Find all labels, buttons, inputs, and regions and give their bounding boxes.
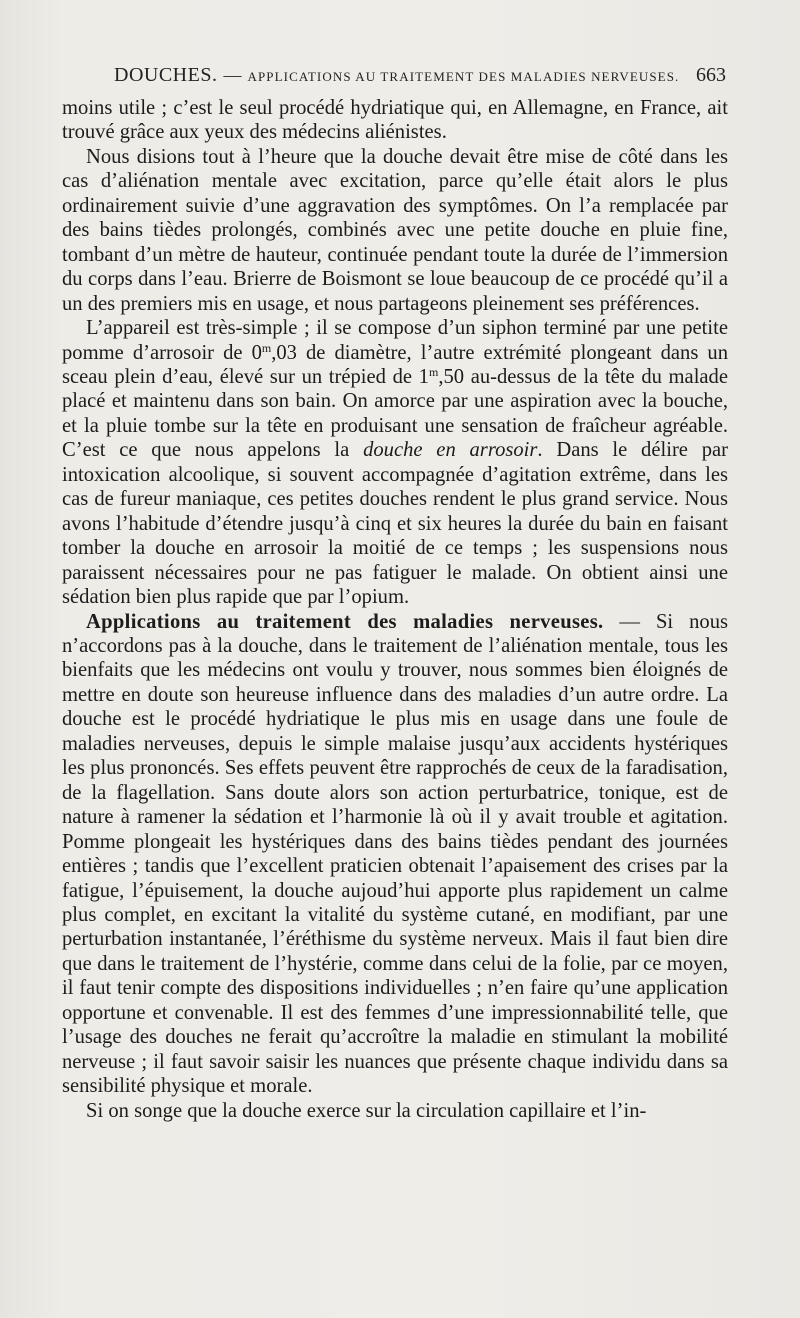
page-number: 663 <box>696 64 726 86</box>
paragraph-3 <box>62 316 728 609</box>
paragraph-3-part-c: ,50 au-dessus de la tête du malade placé et maintenu dans son bain. On amorce par une aspiration avec la bouche, et la pluie tombe sur la tête en produisant une sensation de fraîcheur agréable. C’est ce que nous appelons la <box>62 365 728 462</box>
unit-meter-superscript: m <box>428 364 439 379</box>
unit-meter-superscript: m <box>261 340 272 355</box>
paragraph-4 <box>62 610 728 1099</box>
section-heading: Applications au traitement des maladies nerveuses. <box>86 610 604 633</box>
paragraph-3-part-b: ,03 de diamètre, l’autre extrémité plongeant dans un sceau plein d’eau, élevé sur un trépied de 1 <box>62 341 729 388</box>
running-header <box>62 64 726 88</box>
body-text <box>62 96 728 1123</box>
header-left <box>114 64 679 87</box>
paragraph-3-part-a: L’appareil est très-simple ; il se compose d’un siphon terminé par une petite pomme d’arrosoir de 0 <box>62 317 728 364</box>
running-subtitle: APPLICATIONS AU TRAITEMENT DES MALADIES NERVEUSES. <box>247 69 680 84</box>
paragraph-5: Si on songe que la douche exerce sur la circulation capillaire et l’in- <box>86 1099 647 1122</box>
paragraph-3-part-d: . Dans le délire par intoxication alcoolique, si souvent accompagnée d’agitation extrême, dans les cas de fureur maniaque, ces petites douches rendent le plus grand service. Nous avons l’habitude d’étendre jusqu’à cinq et six heures la durée du bain en faisant tomber la douche en arrosoir la moitié de ce temps ; les suspensions nous paraissent nécessaires pour ne pas fatiguer le malade. On obtient ainsi une sédation bien plus rapide que par l’opium. <box>62 439 728 609</box>
italic-term: douche en arrosoir <box>363 439 538 462</box>
header-separator: — <box>223 65 242 85</box>
paragraph-4-text: — Si nous n’accordons pas à la douche, dans le traitement de l’aliénation mentale, tous les bienfaits que les médecins ont voulu y trouver, nous sommes bien éloignés de mettre en doute son heureuse influence dans des maladies d’un autre ordre. La douche est le procédé hydriatique le plus mis en usage dans une foule de maladies nerveuses, depuis le simple malaise jusqu’aux accidents hystériques les plus prononcés. Ses effets peuvent être rapprochés de ceux de la faradisation, de la flagellation. Sans doute alors son action perturbatrice, tonique, est de nature à ramener la sédation et l’harmonie là où il y avait trouble et agitation. Pomme plongeait les hystériques dans des bains tièdes pendant des journées entières ; tandis que l’excellent praticien obtenait l’apaisement des crises par la fatigue, l’épuisement, la douche aujoud’hui apporte plus rapidement un calme plus complet, en excitant la vitalité du système cutané, en modifiant, par une perturbation instantanée, l’éréthisme du système nerveux. Mais il faut bien dire que dans le traitement de l’hystérie, comme dans celui de la folie, par ce moyen, il faut tenir compte des dispositions individuelles ; n’en faire qu’une application opportune et convenable. Il est des femmes d’une impressionnabilité telle, que l’usage des douches ne ferait qu’accroître la maladie en stimulant la mobilité nerveuse ; il faut savoir saisir les nuances que présente chaque individu dans sa sensibilité physique et morale. <box>62 610 729 1098</box>
running-title: DOUCHES. <box>114 64 218 86</box>
paragraph-2: Nous disions tout à l’heure que la douche devait être mise de côté dans les cas d’aliénation mentale avec excitation, parce qu’elle était alors le plus ordinairement suivie d’une aggravation des symptômes. On l’a remplacée par des bains tièdes prolongés, combinés avec une petite douche en pluie fine, tombant d’un mètre de hauteur, continuée pendant toute la durée de l’immersion du corps dans l’eau. Brierre de Boismont se loue beaucoup de ce procédé qu’il a un des premiers mis en usage, et nous partageons pleinement ses préférences. <box>62 145 728 315</box>
paragraph-1: moins utile ; c’est le seul procédé hydriatique qui, en Allemagne, en France, ait trouvé grâce aux yeux des médecins aliénistes. <box>62 97 728 144</box>
